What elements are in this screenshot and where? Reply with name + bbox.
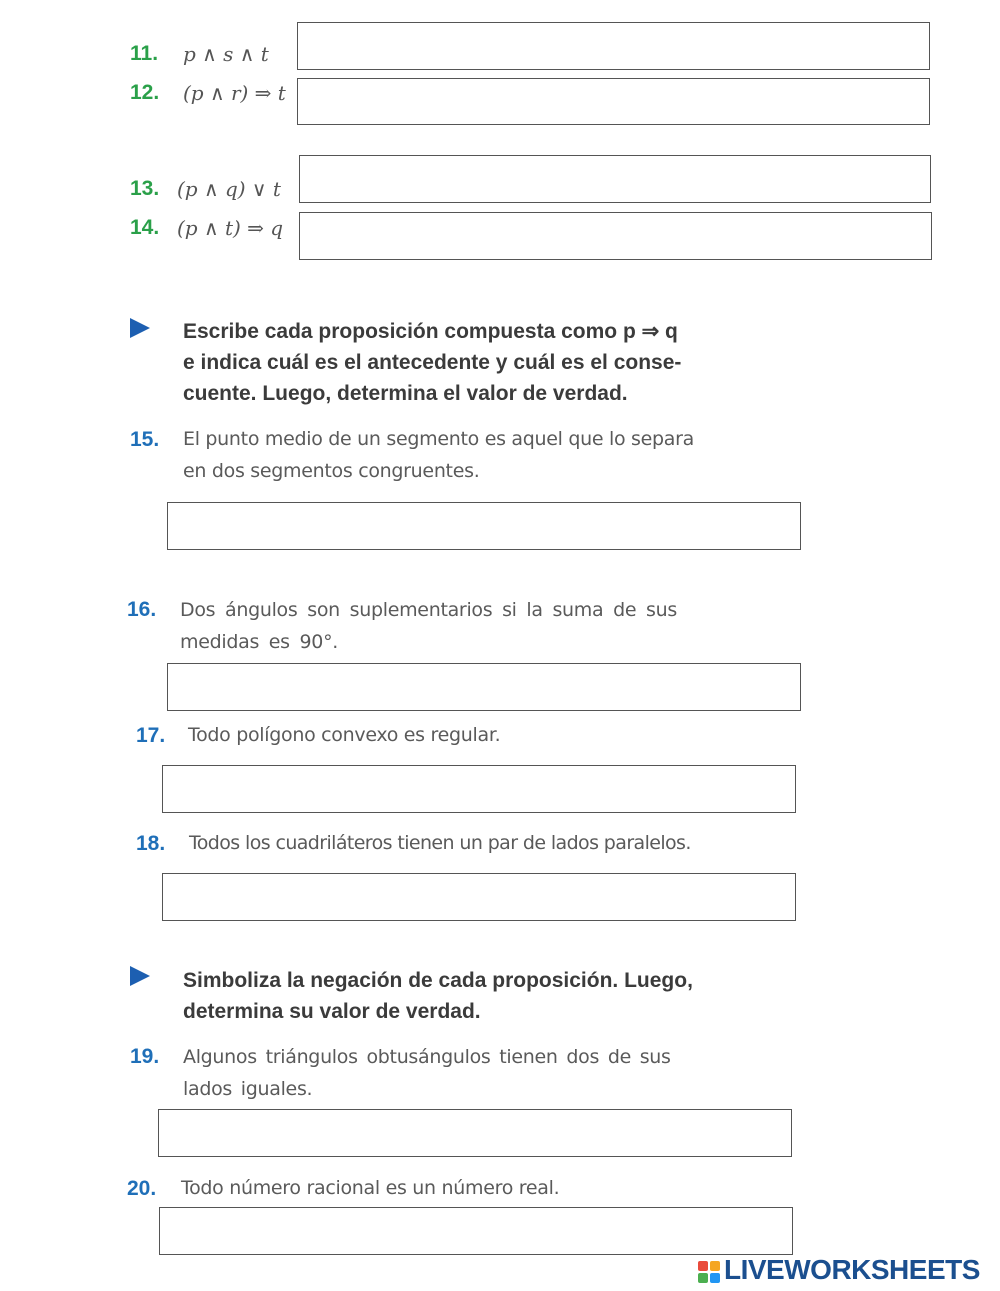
statement-line: El punto medio de un segmento es aquel que lo separa xyxy=(183,428,695,450)
section-arrow-icon xyxy=(130,966,150,986)
item-number: 16. xyxy=(127,598,157,621)
answer-input-11[interactable] xyxy=(297,22,930,70)
item-number: 19. xyxy=(130,1045,160,1068)
answer-input-13[interactable] xyxy=(299,155,931,203)
logo-square xyxy=(710,1273,720,1283)
liveworksheets-logo xyxy=(698,1254,980,1286)
answer-input-12[interactable] xyxy=(297,78,930,125)
item-number: 20. xyxy=(127,1177,157,1200)
item-statement: Todo número racional es un número real. xyxy=(181,1177,560,1199)
item-number: 11. xyxy=(130,42,159,65)
instruction-line: Simboliza la negación de cada proposición. Luego, xyxy=(183,969,693,992)
section-instruction xyxy=(183,965,703,1027)
logo-mark-icon xyxy=(698,1261,720,1283)
answer-input-17[interactable] xyxy=(162,765,796,813)
answer-input-15[interactable] xyxy=(167,502,801,550)
item-formula: (p ∧ r) ⇒ t xyxy=(183,81,286,105)
answer-input-19[interactable] xyxy=(158,1109,792,1157)
instruction-line: e indica cuál es el antecedente y cuál es el conse- xyxy=(183,351,682,374)
answer-input-16[interactable] xyxy=(167,663,801,711)
item-statement xyxy=(183,1041,671,1105)
logo-square xyxy=(698,1261,708,1271)
item-formula: (p ∧ t) ⇒ q xyxy=(177,216,284,240)
item-formula: p ∧ s ∧ t xyxy=(183,42,269,66)
item-number: 14. xyxy=(130,216,160,239)
section-arrow-icon xyxy=(130,318,150,338)
statement-line: medidas es 90°. xyxy=(180,631,339,653)
statement-line: Dos ángulos son suplementarios si la suma de sus xyxy=(180,599,677,621)
item-statement xyxy=(183,423,694,487)
item-number: 18. xyxy=(136,832,166,855)
item-number: 13. xyxy=(130,177,160,200)
section-instruction xyxy=(183,316,703,409)
item-statement: Todos los cuadriláteros tienen un par de lados paralelos. xyxy=(189,832,691,854)
instruction-line: determina su valor de verdad. xyxy=(183,1000,481,1023)
answer-input-18[interactable] xyxy=(162,873,796,921)
item-statement: Todo polígono convexo es regular. xyxy=(188,724,501,746)
statement-line: en dos segmentos congruentes. xyxy=(183,460,480,482)
item-number: 17. xyxy=(136,724,166,747)
logo-square xyxy=(698,1273,708,1283)
instruction-line: Escribe cada proposición compuesta como p ⇒ q xyxy=(183,320,678,343)
statement-line: Algunos triángulos obtusángulos tienen dos de sus xyxy=(183,1046,671,1068)
instruction-line: cuente. Luego, determina el valor de verdad. xyxy=(183,382,628,405)
item-number: 12. xyxy=(130,81,160,104)
item-formula: (p ∧ q) ∨ t xyxy=(177,177,281,201)
logo-square xyxy=(710,1261,720,1271)
answer-input-20[interactable] xyxy=(159,1207,793,1255)
statement-line: lados iguales. xyxy=(183,1078,313,1100)
item-statement xyxy=(180,594,677,658)
answer-input-14[interactable] xyxy=(299,212,932,260)
item-number: 15. xyxy=(130,428,160,451)
logo-text: LIVEWORKSHEETS xyxy=(724,1254,980,1285)
